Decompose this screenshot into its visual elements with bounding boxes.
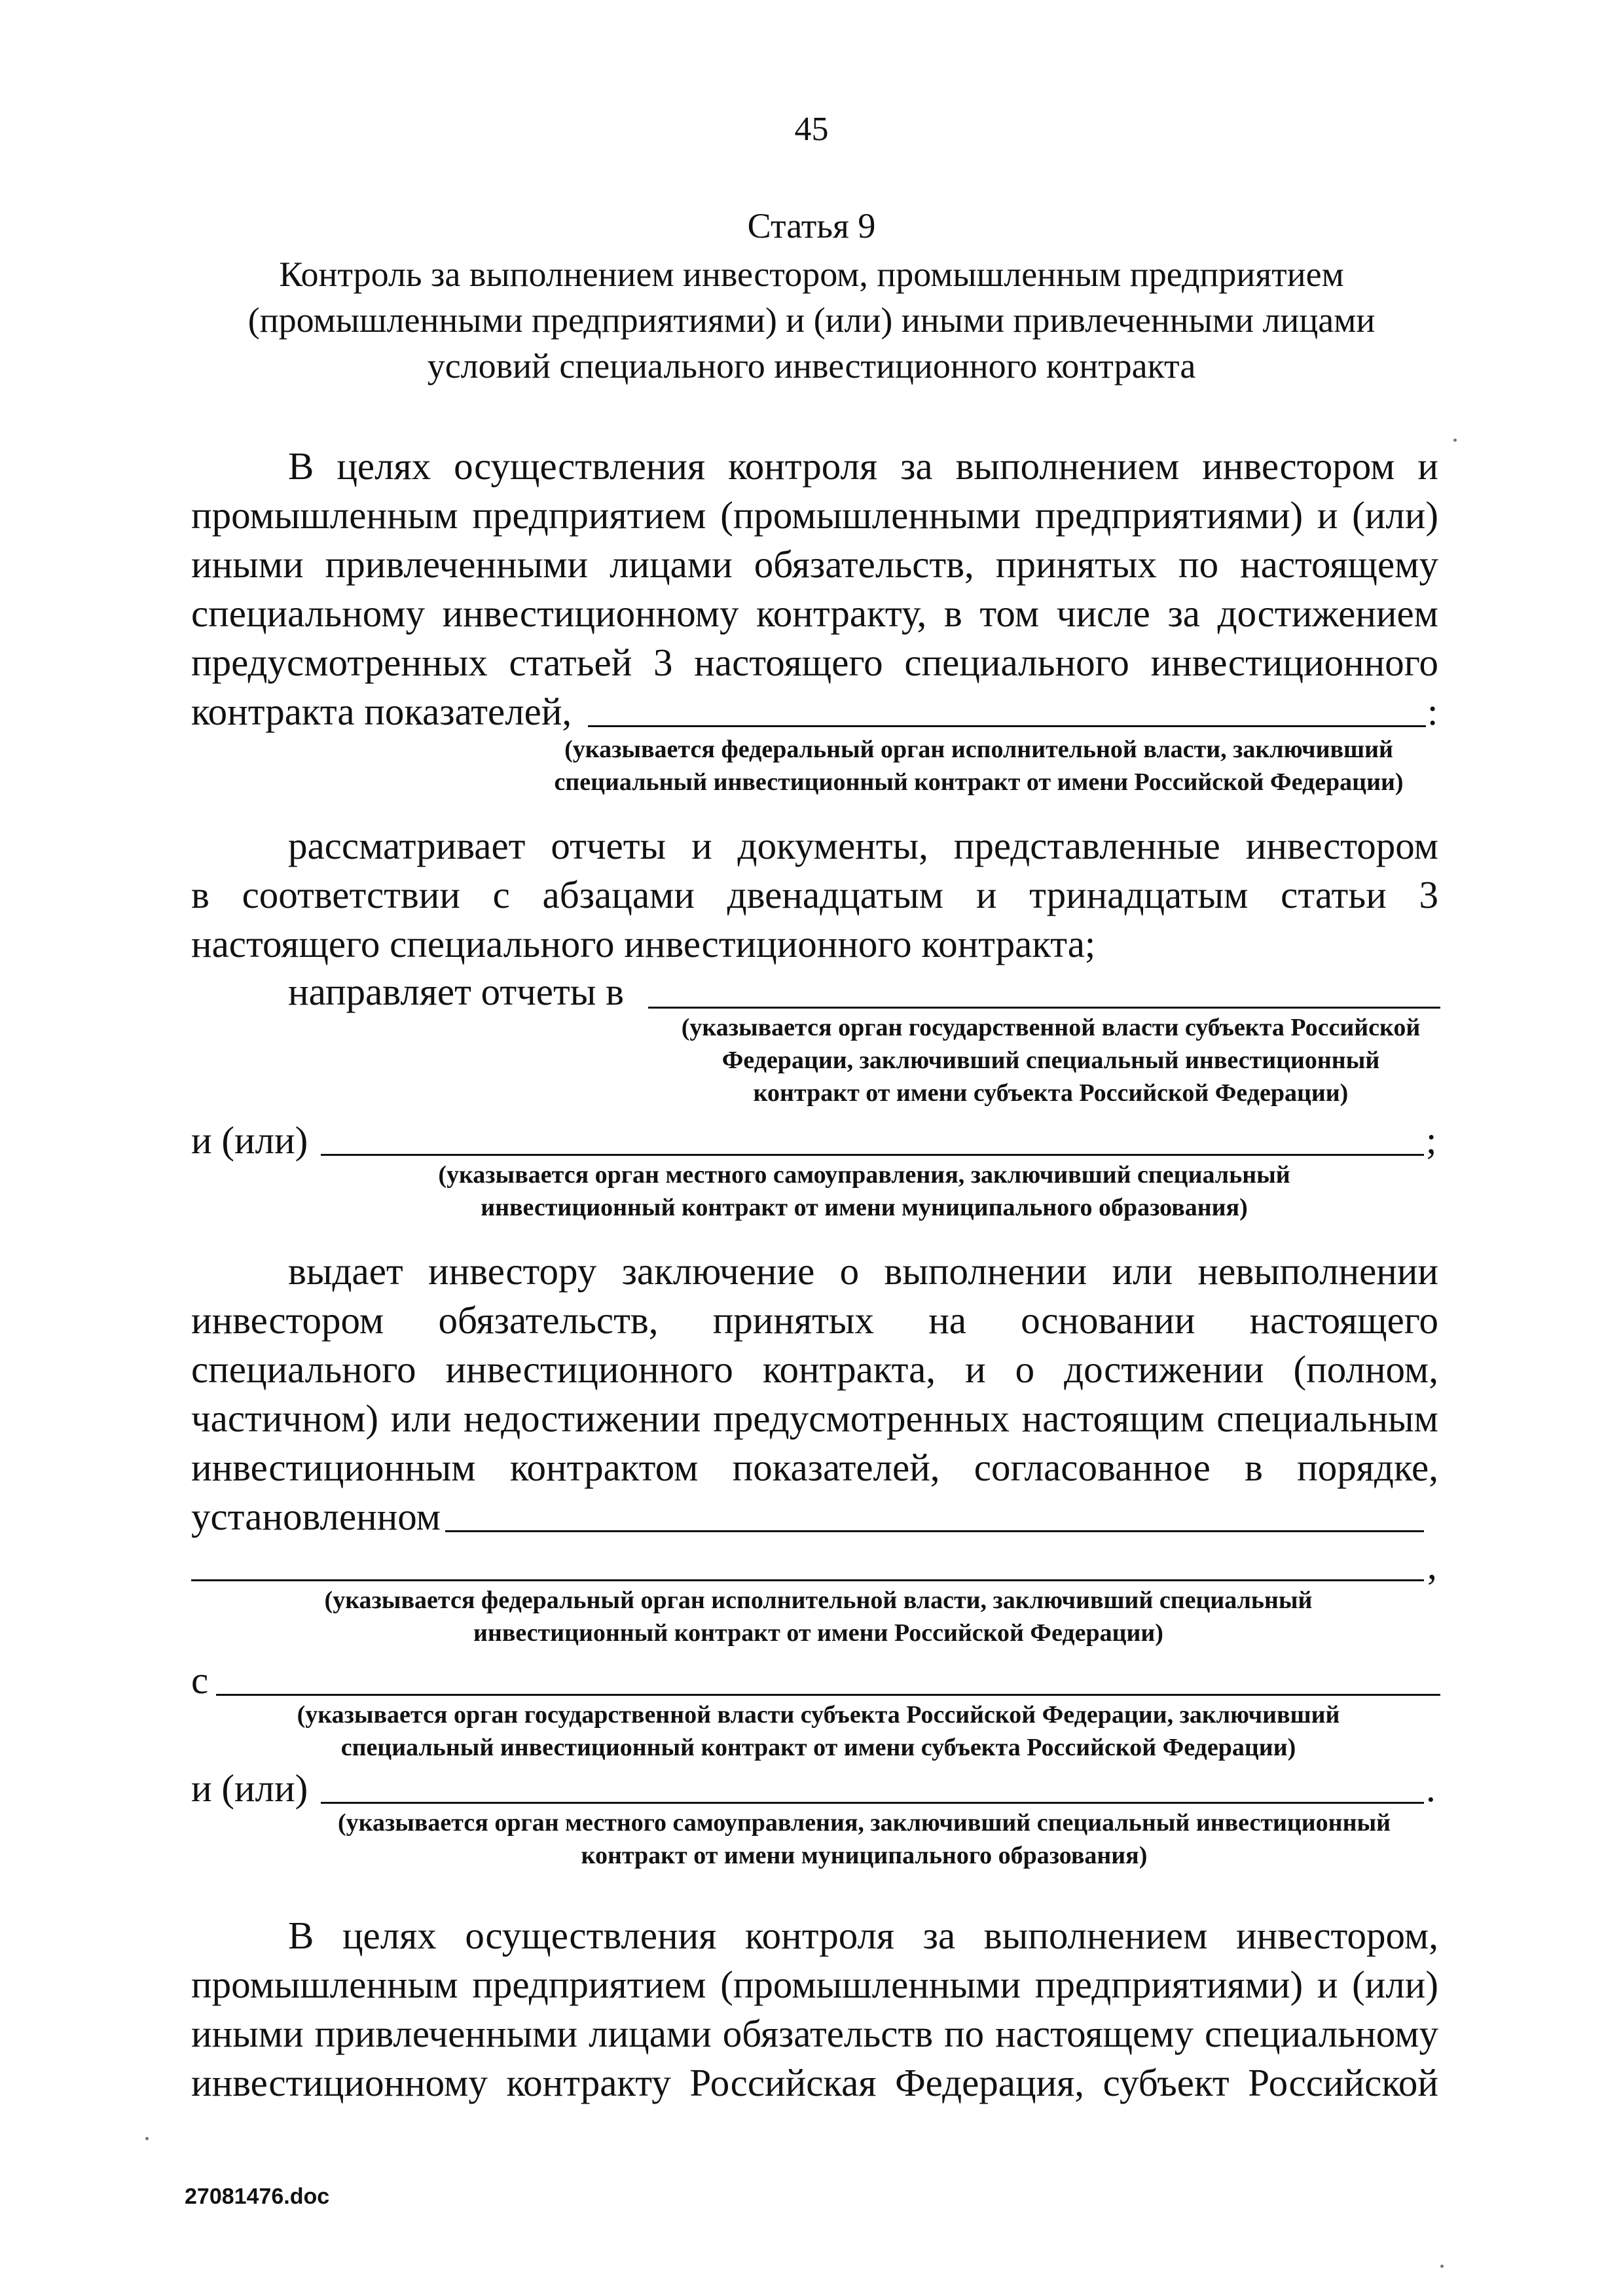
paragraph-line: специального инвестиционного контракта, и о достижении (полном,: [191, 1348, 1438, 1391]
heading-line: условий специального инвестиционного контракта: [427, 346, 1196, 386]
and-or-label: и (или): [191, 1767, 308, 1810]
paragraph-line: частичном) или недостижении предусмотренных настоящим специальным: [191, 1397, 1438, 1440]
scan-speck: [145, 2137, 149, 2140]
heading-line: (промышленными предприятиями) и (или) иными привлеченными лицами: [247, 300, 1376, 340]
field-note: (указывается орган местного самоуправления, заключивший специальный инвестиционный контракт от имени муниципального образования): [337, 1809, 1391, 1869]
paragraph-line: В целях осуществления контроля за выполнением инвестором,: [288, 1914, 1438, 1957]
heading-line: Контроль за выполнением инвестором, промышленным предприятием: [279, 255, 1344, 294]
fill-in-line: [321, 1802, 1424, 1804]
paragraph-line: специальному инвестиционному контракту, в том числе за достижением: [191, 592, 1438, 635]
sends-reports-label: направляет отчеты в: [288, 970, 625, 1013]
fill-in-line: [588, 725, 1426, 727]
field-note: (указывается федеральный орган исполнительной власти, заключивший специальный инвестиционный контракт от имени Российской Федерации): [324, 1587, 1313, 1647]
page-number: 45: [794, 111, 829, 148]
colon: :: [1427, 690, 1438, 733]
period: .: [1426, 1767, 1436, 1810]
fill-in-line: [321, 1154, 1424, 1156]
field-note: (указывается орган государственной власти субъекта Российской Федерации, заключивший специальный инвестиционный контракт от имени субъекта Российской Федерации): [681, 1014, 1421, 1107]
fill-in-line: [648, 1007, 1440, 1009]
document-filename: 27081476.doc: [185, 2184, 330, 2209]
field-note: (указывается федеральный орган исполнительной власти, заключивший специальный инвестиционный контракт от имени Российской Федерации): [554, 736, 1404, 796]
scan-speck: [1440, 2265, 1444, 2268]
field-note: (указывается орган государственной власти субъекта Российской Федерации, заключивший специальный инвестиционный контракт от имени субъекта Российской Федерации): [297, 1701, 1340, 1761]
paragraph-line: промышленным предприятием (промышленными предприятиями) и (или): [191, 1963, 1438, 2006]
article-title: Статья 9: [747, 206, 876, 245]
paragraph-line: предусмотренных статьей 3 настоящего специального инвестиционного: [191, 641, 1438, 684]
comma: ,: [1427, 1544, 1437, 1587]
paragraph-line: иными привлеченными лицами обязательств по настоящему специальному: [191, 2012, 1438, 2055]
with-label: с: [191, 1659, 209, 1702]
paragraph-line: настоящего специального инвестиционного контракта;: [191, 922, 1096, 965]
fill-in-line: [191, 1579, 1424, 1581]
field-note: (указывается орган местного самоуправления, заключивший специальный инвестиционный контракт от имени муниципального образования): [438, 1161, 1290, 1221]
paragraph-line: В целях осуществления контроля за выполнением инвестором и: [288, 444, 1438, 488]
paragraph-line: контракта показателей,: [191, 690, 572, 733]
paragraph-line: промышленным предприятием (промышленными предприятиями) и (или): [191, 493, 1438, 537]
paragraph-line: инвестором обязательств, принятых на основании настоящего: [191, 1299, 1438, 1342]
paragraph-line: инвестиционным контрактом показателей, согласованное в порядке,: [191, 1446, 1438, 1489]
fill-in-line: [216, 1694, 1440, 1696]
paragraph-line: в соответствии с абзацами двенадцатым и тринадцатым статьи 3: [191, 873, 1438, 916]
paragraph-line: выдает инвестору заключение о выполнении или невыполнении: [288, 1249, 1438, 1293]
paragraph-line: рассматривает отчеты и документы, представленные инвестором: [288, 824, 1438, 867]
paragraph-line: установленном: [191, 1495, 441, 1538]
paragraph-line: инвестиционному контракту Российская Федерация, субъект Российской: [191, 2061, 1438, 2104]
scan-speck: [1453, 439, 1457, 442]
and-or-label: и (или): [191, 1119, 308, 1162]
fill-in-line: [445, 1530, 1424, 1532]
paragraph-line: иными привлеченными лицами обязательств, принятых по настоящему: [191, 543, 1438, 586]
semicolon: ;: [1426, 1119, 1437, 1162]
